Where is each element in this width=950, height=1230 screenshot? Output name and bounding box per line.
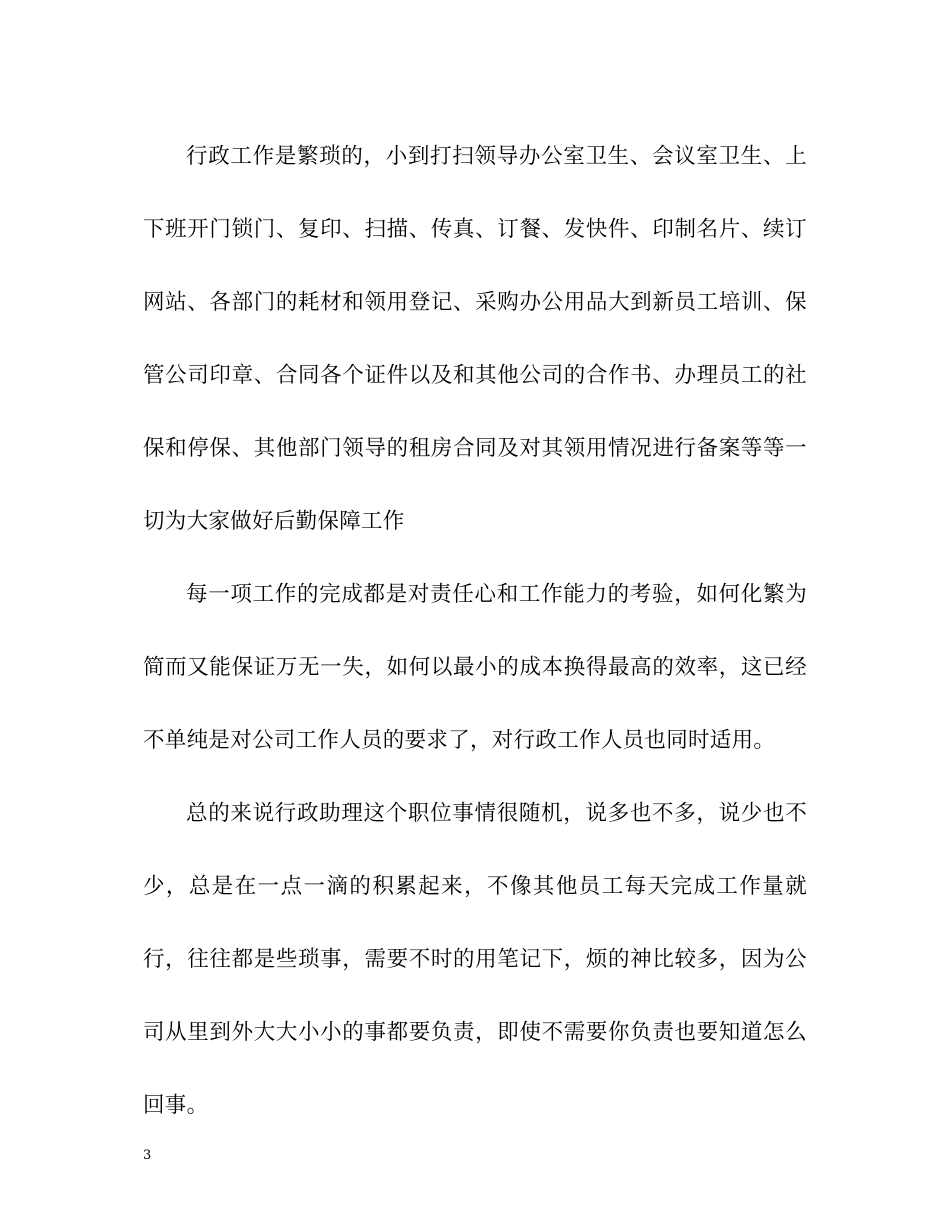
paragraph-2: 每一项工作的完成都是对责任心和工作能力的考验，如何化繁为简而又能保证万无一失，如何以最小的成本换得最高的效率，这已经不单纯是对公司工作人员的要求了，对行政工作人员也同时适用。 [143,582,807,753]
paragraph-3: 总的来说行政助理这个职位事情很随机，说多也不多，说少也不少，总是在一点一滴的积累起来，不像其他员工每天完成工作量就行，往往都是些琐事，需要不时的用笔记下，烦的神比较多，因为公司从里到外大大小小的事都要负责，即使不需要你负责也要知道怎么回事。 [143,801,807,1118]
paragraph-1: 行政工作是繁琐的，小到打扫领导办公室卫生、会议室卫生、上下班开门锁门、复印、扫描、传真、订餐、发快件、印制名片、续订网站、各部门的耗材和领用登记、采购办公用品大到新员工培训、保管公司印章、合同各个证件以及和其他公司的合作书、办理员工的社保和停保、其他部门领导的租房合同及对其领用情况进行备案等等一切为大家做好后勤保障工作 [143,144,807,534]
page-number: 3 [143,1148,152,1163]
body-text [143,120,807,1142]
